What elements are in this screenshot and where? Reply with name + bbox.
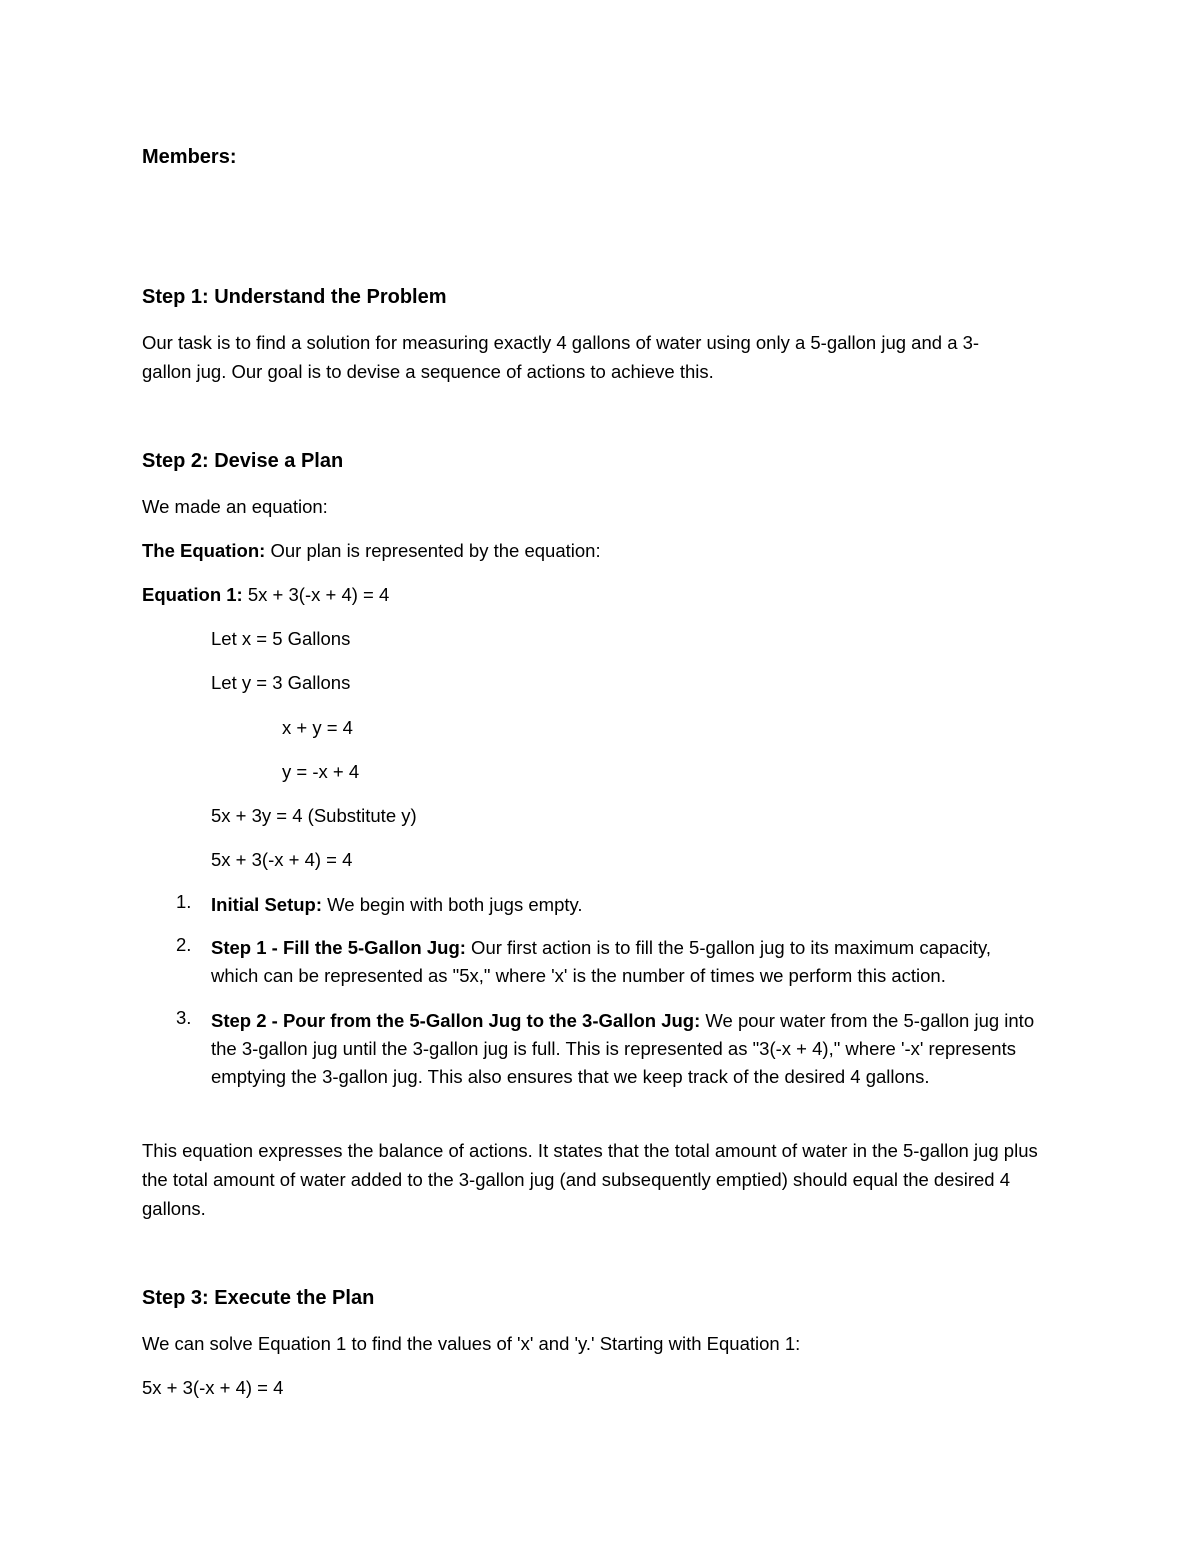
equation-1	[142, 582, 389, 608]
step2-heading: Step 2: Devise a Plan	[142, 450, 344, 472]
step3-equation: 5x + 3(-x + 4) = 4	[142, 1377, 284, 1398]
list-bold: Initial Setup:	[211, 894, 322, 915]
list-bold: Step 2 - Pour from the 5-Gallon Jug to the 3-Gallon Jug:	[211, 1010, 701, 1031]
result-equation: 5x + 3(-x + 4) = 4	[211, 849, 353, 870]
equation-1-text: 5x + 3(-x + 4) = 4	[242, 584, 390, 605]
equation-text: Our plan is represented by the equation:	[265, 540, 601, 561]
let-y: Let y = 3 Gallons	[211, 672, 351, 693]
equation-1-label: Equation 1:	[142, 584, 243, 605]
step3-intro: We can solve Equation 1 to find the values of 'x' and 'y.' Starting with Equation 1:	[142, 1333, 801, 1354]
list-body	[211, 1007, 1041, 1091]
step1-paragraph-line1: Our task is to find a solution for measuring exactly 4 gallons of water using only a 5-gallon jug and a 3-	[142, 332, 980, 353]
list-number: 2.	[176, 934, 192, 955]
members-heading: Members:	[142, 146, 237, 168]
step3-heading: Step 3: Execute the Plan	[142, 1287, 375, 1309]
list-text: We begin with both jugs empty.	[322, 894, 583, 915]
list-text: Our first action is to fill the 5-gallon jug to its maximum capacity, which can be represented as "5x," where 'x' is the number of times we perform this action.	[211, 937, 991, 986]
equation-statement	[142, 538, 601, 564]
list-number: 1.	[176, 891, 192, 912]
list-body	[211, 934, 1041, 990]
step1-heading: Step 1: Understand the Problem	[142, 286, 447, 308]
step2-intro: We made an equation:	[142, 496, 328, 517]
list-number: 3.	[176, 1007, 192, 1028]
list-body	[211, 891, 1041, 919]
list-text: We pour water from the 5-gallon jug into the 3-gallon jug until the 3-gallon jug is full. This is represented as "3(-x + 4)," where '-x' represents emptying the 3-gallon jug. This also ensures that we keep track of the desired 4 gallons.	[211, 1010, 1035, 1087]
equation-label: The Equation:	[142, 540, 266, 561]
let-x: Let x = 5 Gallons	[211, 628, 351, 649]
list-bold: Step 1 - Fill the 5-Gallon Jug:	[211, 937, 466, 958]
y-expression: y = -x + 4	[282, 761, 360, 782]
substitute-equation: 5x + 3y = 4 (Substitute y)	[211, 805, 417, 826]
step1-paragraph-line2: gallon jug. Our goal is to devise a sequence of actions to achieve this.	[142, 361, 714, 382]
closing-paragraph: This equation expresses the balance of actions. It states that the total amount of water in the 5-gallon jug plus the total amount of water added to the 3-gallon jug (and subsequently emptied) should equal the desired 4 gallons.	[142, 1140, 1038, 1219]
sum-equation: x + y = 4	[282, 717, 353, 738]
